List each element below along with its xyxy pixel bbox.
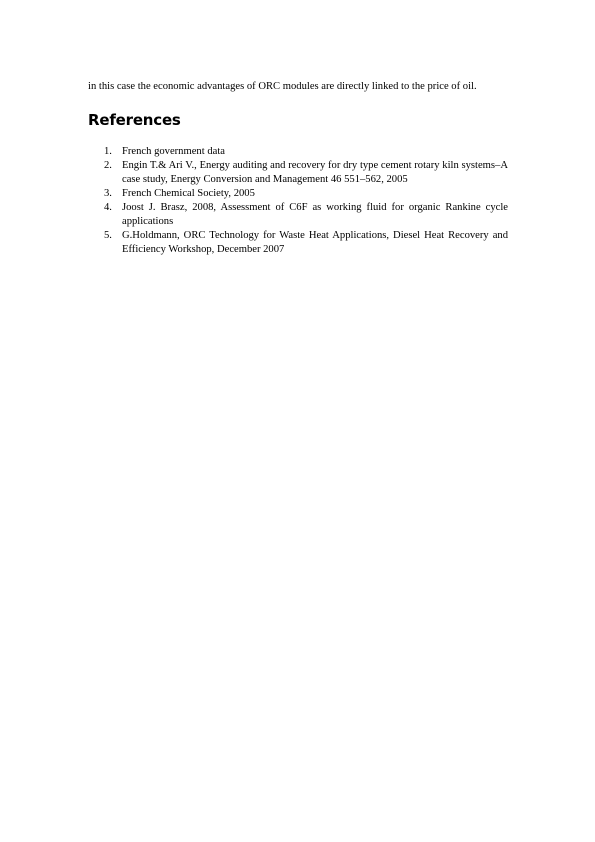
reference-item bbox=[88, 159, 508, 187]
reference-number: 2. bbox=[104, 160, 112, 171]
reference-number: 4. bbox=[104, 202, 112, 213]
reference-number: 1. bbox=[104, 146, 112, 157]
reference-item bbox=[88, 145, 508, 159]
reference-number: 3. bbox=[104, 188, 112, 199]
reference-item bbox=[88, 201, 508, 229]
references-heading: References bbox=[88, 111, 181, 129]
reference-text: French government data bbox=[122, 146, 225, 157]
reference-text: Engin T.& Ari V., Energy auditing and recovery for dry type cement rotary kiln systems–A case study, Energy Conversion and Management 46 551–562, 2005 bbox=[122, 160, 508, 185]
references-list bbox=[88, 145, 508, 257]
reference-item bbox=[88, 229, 508, 257]
body-paragraph: in this case the economic advantages of ORC modules are directly linked to the price of oil. bbox=[88, 81, 477, 92]
reference-number: 5. bbox=[104, 230, 112, 241]
reference-text: Joost J. Brasz, 2008, Assessment of C6F as working fluid for organic Rankine cycle applications bbox=[122, 202, 508, 227]
reference-text: French Chemical Society, 2005 bbox=[122, 188, 255, 199]
reference-text: G.Holdmann, ORC Technology for Waste Heat Applications, Diesel Heat Recovery and Efficiency Workshop, December 2007 bbox=[122, 230, 508, 255]
document-page bbox=[88, 80, 508, 257]
reference-item bbox=[88, 187, 508, 201]
